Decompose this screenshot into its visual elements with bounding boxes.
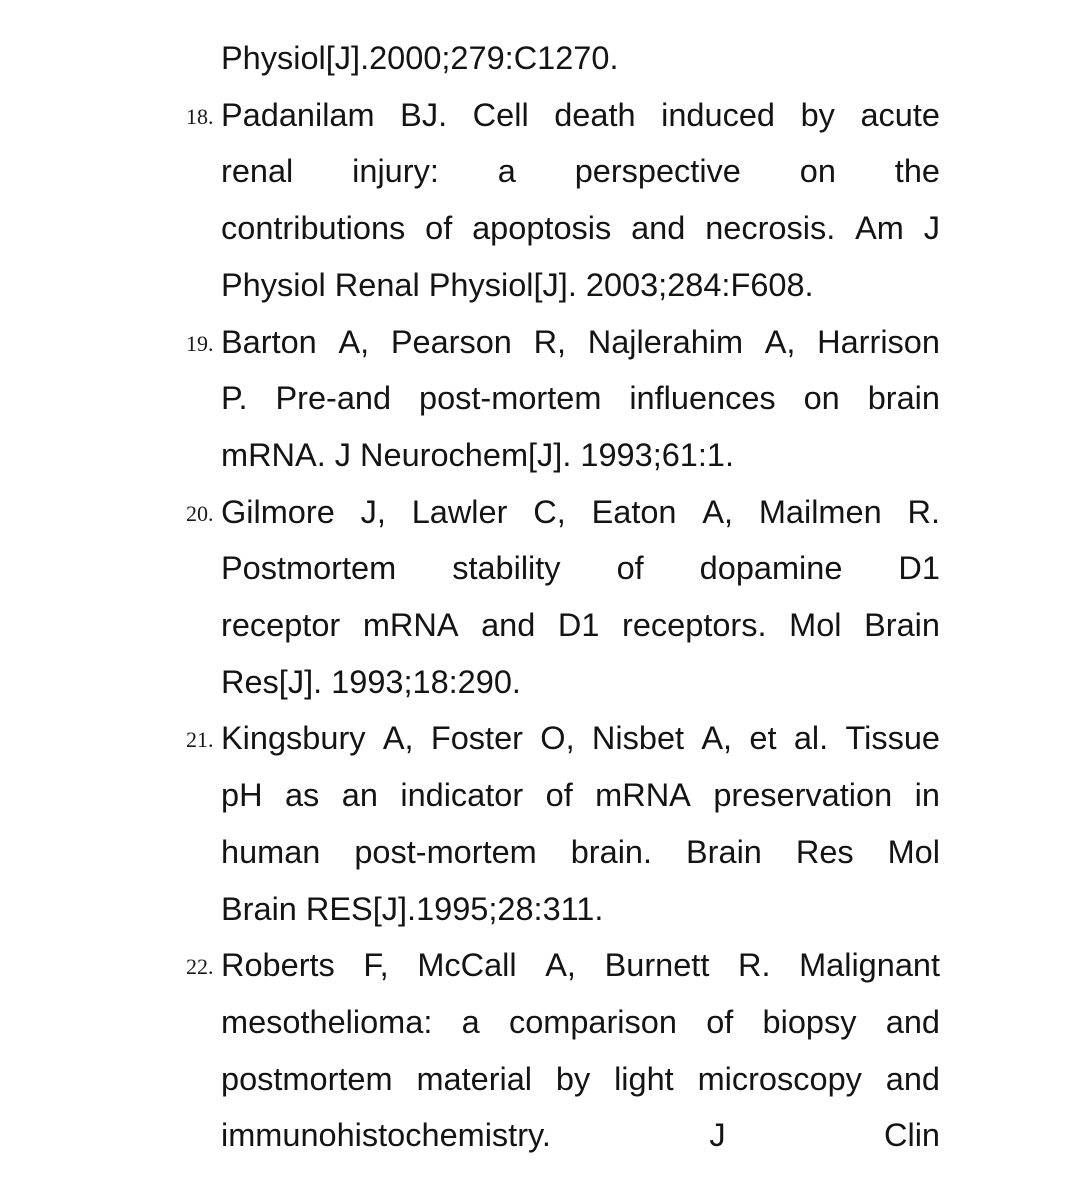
reference-line: postmortem material by light microscopy and bbox=[221, 1060, 940, 1097]
reference-line: Postmortem stability of dopamine D1 bbox=[221, 550, 940, 587]
reference-line: Padanilam BJ. Cell death induced by acute bbox=[221, 96, 940, 133]
reference-number: 19. bbox=[186, 330, 214, 356]
reference-line: pH as an indicator of mRNA preservation in bbox=[221, 777, 940, 814]
reference-line: Kingsbury A, Foster O, Nisbet A, et al. Tissue bbox=[221, 720, 940, 757]
reference-line: human post-mortem brain. Brain Res Mol bbox=[221, 833, 940, 870]
reference-line: Res[J]. 1993;18:290. bbox=[221, 663, 521, 700]
reference-number: 21. bbox=[186, 727, 214, 753]
reference-line: mRNA. J Neurochem[J]. 1993;61:1. bbox=[221, 436, 735, 473]
reference-line: Roberts F, McCall A, Burnett R. Malignant bbox=[221, 947, 940, 984]
reference-line: P. Pre-and post-mortem influences on brain bbox=[221, 380, 940, 417]
reference-line: immunohistochemistry. J Clin bbox=[221, 1117, 940, 1154]
reference-number: 20. bbox=[186, 500, 214, 526]
reference-line: contributions of apoptosis and necrosis. Am J bbox=[221, 210, 940, 247]
reference-line: Brain RES[J].1995;28:311. bbox=[221, 890, 604, 927]
reference-line: Gilmore J, Lawler C, Eaton A, Mailmen R. bbox=[221, 493, 940, 530]
reference-line: receptor mRNA and D1 receptors. Mol Brain bbox=[221, 607, 940, 643]
reference-line: Physiol Renal Physiol[J]. 2003;284:F608. bbox=[221, 266, 814, 303]
reference-line: mesothelioma: a comparison of biopsy and bbox=[221, 1003, 940, 1040]
reference-line: Physiol[J].2000;279:C1270. bbox=[221, 40, 619, 76]
reference-number: 18. bbox=[186, 103, 214, 129]
reference-line: renal injury: a perspective on the bbox=[221, 153, 940, 190]
reference-line: Barton A, Pearson R, Najlerahim A, Harrison bbox=[221, 323, 940, 360]
reference-number: 22. bbox=[186, 954, 214, 980]
